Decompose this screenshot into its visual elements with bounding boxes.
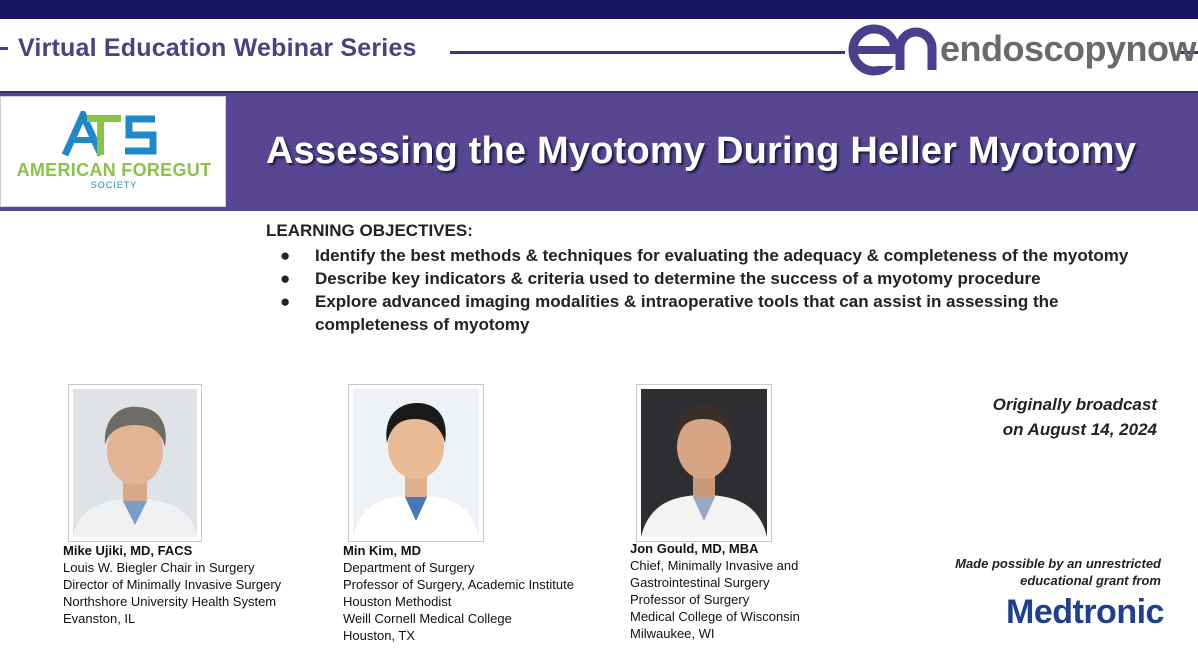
speaker-card [63,542,281,627]
speaker-card [630,540,800,642]
speaker-portrait-icon [353,389,479,537]
speaker-title-line: Medical College of Wisconsin [630,609,800,624]
objective-item [268,267,1138,290]
brand-name: endoscopynow [940,28,1197,69]
afs-org-sub: SOCIETY [90,180,138,190]
afs-org-name: AMERICAN FOREGUT [16,160,212,180]
speaker-photo [68,384,202,542]
speaker-title-line: Department of Surgery [343,560,475,575]
speaker-title-line: Professor of Surgery [630,592,750,607]
speaker-name: Mike Ujiki, MD, FACS [63,543,193,558]
afs-logo-box [0,96,226,207]
objectives-heading: LEARNING OBJECTIVES: [266,221,473,240]
objective-text: Identify the best methods & techniques for evaluating the adequacy & completeness of the myotomy [315,246,1129,265]
speaker-photo [348,384,484,542]
objectives-list [268,244,1138,336]
afs-logo-icon [61,111,161,157]
speaker-title-line: Gastrointestinal Surgery [630,575,770,590]
speaker-title-line: Director of Minimally Invasive Surgery [63,577,282,592]
header-divider [450,51,845,54]
speaker-title-line: Northshore University Health System [63,594,277,609]
speaker-title-line: Houston Methodist [343,594,452,609]
speaker-title-line: Milwaukee, WI [630,626,715,641]
bullet-icon: ● [280,269,291,288]
broadcast-info [993,392,1157,442]
objective-item [268,244,1138,267]
speaker-name: Jon Gould, MD, MBA [630,541,759,556]
speaker-card [343,542,574,644]
objective-text: Explore advanced imaging modalities & intraoperative tools that can assist in assessing the completeness of myotomy [315,292,1059,334]
webinar-title: Assessing the Myotomy During Heller Myotomy [266,130,1137,172]
speaker-title-line: Louis W. Biegler Chair in Surgery [63,560,255,575]
speaker-title-line: Houston, TX [343,628,416,643]
broadcast-date: on August 14, 2024 [1002,420,1157,439]
objective-item [268,290,1138,336]
sponsor-logo: Medtronic [1006,593,1164,631]
broadcast-line: Originally broadcast [992,395,1157,414]
top-bar [0,0,1198,19]
speaker-name: Min Kim, MD [343,543,421,558]
speaker-title-line: Chief, Minimally Invasive and [630,558,799,573]
speaker-title-line: Weill Cornell Medical College [343,611,512,626]
speaker-portrait-icon [73,389,197,537]
objective-text: Describe key indicators & criteria used to determine the success of a myotomy procedure [315,269,1041,288]
en-logo-icon [848,24,944,76]
grant-line: educational grant from [1020,573,1161,588]
speaker-photo [636,384,772,542]
grant-line: Made possible by an unrestricted [955,556,1161,571]
series-dash [0,47,8,50]
speaker-title-line: Professor of Surgery, Academic Institute [343,577,574,592]
series-title: Virtual Education Webinar Series [18,34,417,62]
bullet-icon: ● [280,292,291,311]
grant-note [955,555,1161,589]
speaker-title-line: Evanston, IL [63,611,136,626]
bullet-icon: ● [280,246,291,265]
speaker-portrait-icon [641,389,767,537]
